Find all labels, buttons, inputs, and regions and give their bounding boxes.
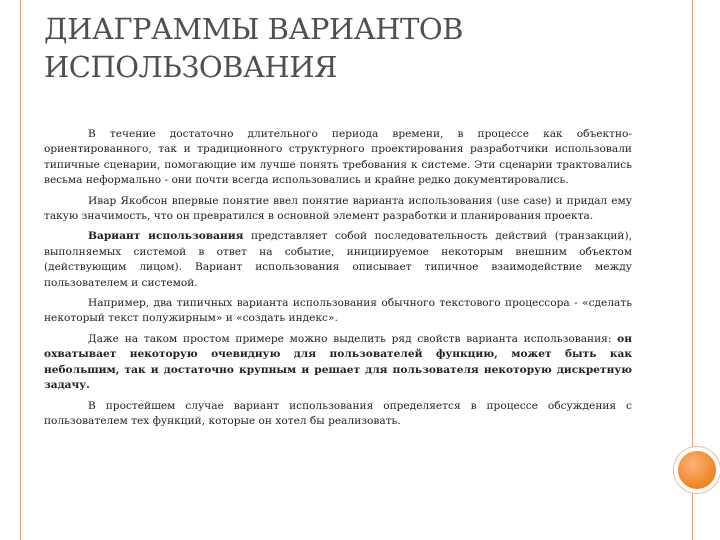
paragraph-3 xyxy=(44,229,632,291)
slide-title xyxy=(44,10,644,86)
paragraph-5-bold: он охватывает некоторую очевидную для пользователей функцию, может быть как небольшим, так и достаточно крупным и решает для пользователя некоторую дискретную задачу. xyxy=(44,332,632,392)
paragraph-2: Ивар Якобсон впервые понятие ввел понятие варианта использования (use case) и придал ему такую значимость, что он превратился в основной элемент разработки и планирования проекта. xyxy=(44,194,632,223)
paragraph-5-text: Даже на таком простом примере можно выделить ряд свойств варианта использования: xyxy=(88,332,618,345)
paragraph-3-text: представляет собой последовательность действий (транзакций), выполняемых системой в ответ на событие, инициируемое некоторым внешним объектом (действующим лицом). Вариант использования описывает типичное взаимодействие между пользователем и системой. xyxy=(44,230,632,289)
decorative-orange-circle xyxy=(674,447,720,493)
title-line-2: ИСПОЛЬЗОВАНИЯ xyxy=(44,50,337,84)
slide-body xyxy=(44,127,632,434)
paragraph-5 xyxy=(44,332,632,394)
term-use-case: Вариант использования xyxy=(88,230,244,243)
paragraph-6: В простейшем случае вариант использования определяется в процессе обсуждения с пользователем тех функций, которые он хотел бы реализовать. xyxy=(44,399,632,427)
paragraph-1: В течение достаточно длительного периода времени, в процессе как объектно-ориентированного, так и традиционного структурного проектирования разработчики использовали типичные сценарии, помогающие им лучше понять требования к системе. Эти сценарии трактовались весьма неформально - они почти всегда использовались и крайне редко документировались. xyxy=(44,128,632,187)
title-line-1: ДИАГРАММЫ ВАРИАНТОВ xyxy=(44,12,463,46)
paragraph-4: Например, два типичных варианта использования обычного текстового процессора - «сделать некоторый текст полужирным» и «создать индекс». xyxy=(44,297,632,325)
